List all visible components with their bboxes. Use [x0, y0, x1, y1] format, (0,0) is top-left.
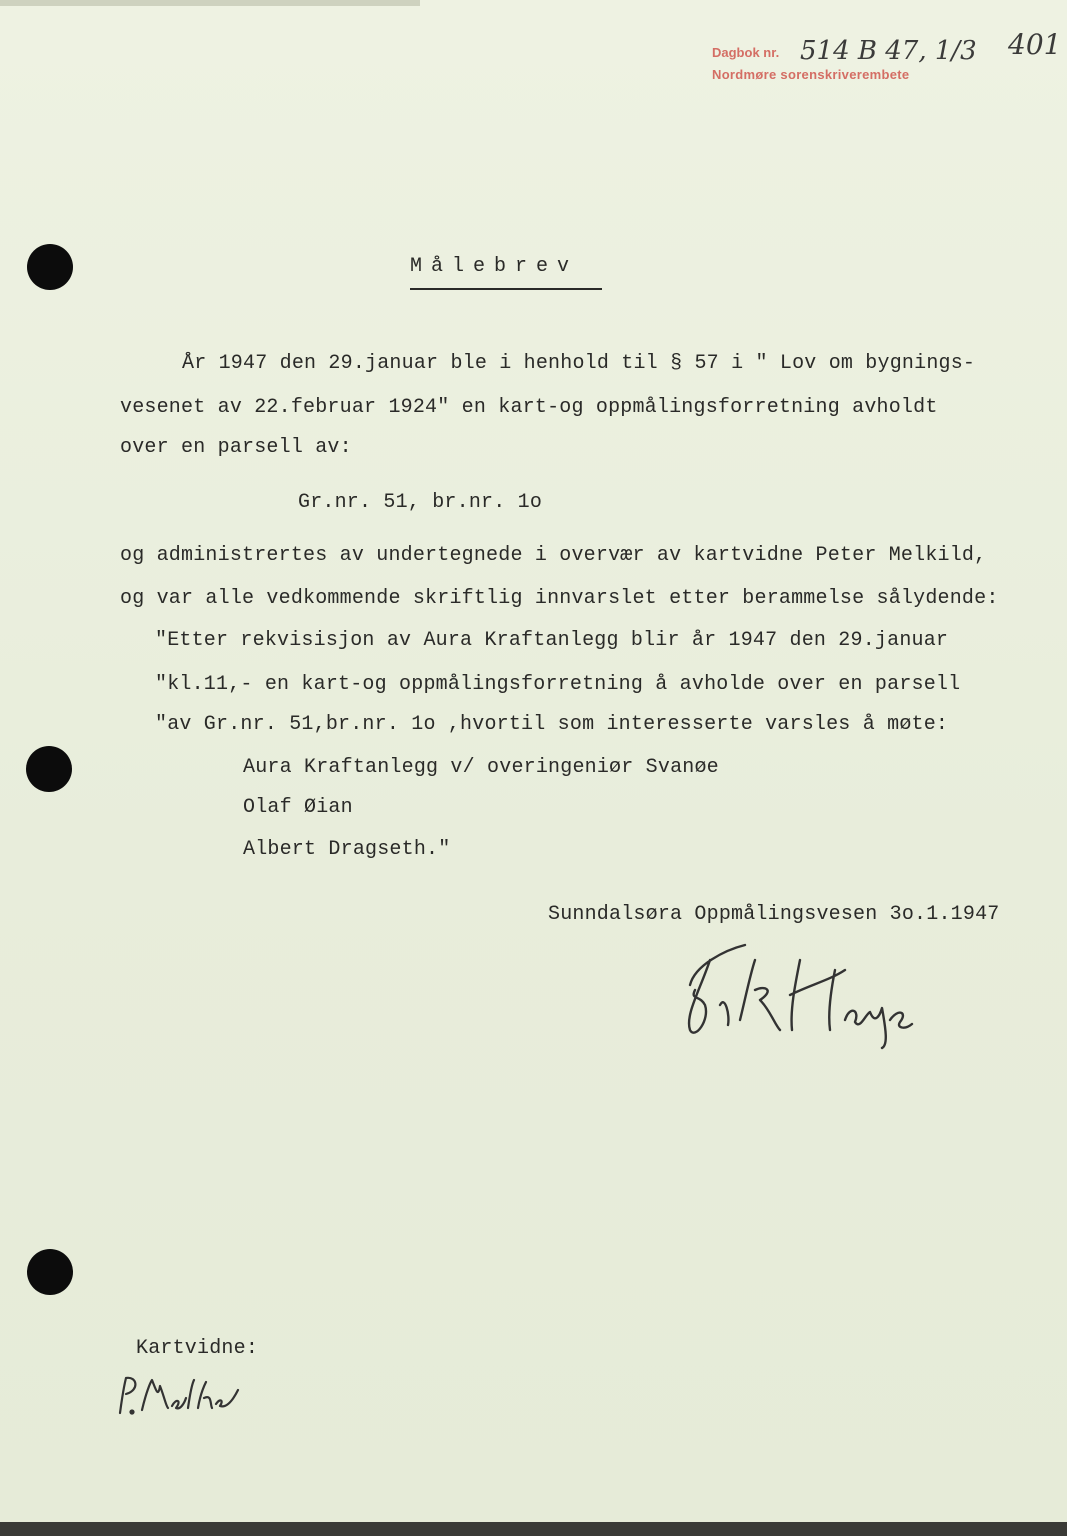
punch-hole-top — [27, 244, 73, 290]
punch-hole-bottom — [27, 1249, 73, 1295]
witness-label: Kartvidne: — [136, 1337, 259, 1360]
paragraph1-line-3: over en parsell av: — [120, 436, 352, 459]
attendee-2: Olaf Øian — [243, 796, 353, 819]
signature-witness — [112, 1368, 252, 1428]
bottom-edge-shadow — [0, 1522, 1067, 1536]
stamp-line-1: Dagbok nr. — [712, 45, 780, 60]
paragraph2-line-5: "av Gr.nr. 51,br.nr. 1o ,hvortil som interesserte varsles å møte: — [155, 713, 949, 736]
parcel-reference: Gr.nr. 51, br.nr. 1o — [298, 491, 543, 514]
handwritten-register-number: 514 B 47, 1/3 — [800, 36, 977, 66]
attendee-1: Aura Kraftanlegg v/ overingeniør Svanøe — [243, 756, 719, 779]
paragraph2-line-4: "kl.11,- en kart-og oppmålingsforretning å avholde over en parsell — [155, 673, 961, 696]
title-underline — [410, 288, 602, 290]
handwritten-folio: 401 — [1008, 28, 1062, 61]
place-and-date: Sunndalsøra Oppmålingsvesen 3o.1.1947 — [548, 903, 1000, 926]
paragraph2-line-1: og administrertes av undertegnede i overvær av kartvidne Peter Melkild, — [120, 544, 987, 567]
attendee-3: Albert Dragseth." — [243, 838, 451, 861]
punch-hole-middle — [26, 746, 72, 792]
paragraph2-line-2: og var alle vedkommende skriftlig innvarslet etter berammelse sålydende: — [120, 587, 999, 610]
signature-main — [650, 930, 920, 1050]
paragraph1-line-2: vesenet av 22.februar 1924" en kart-og oppmålingsforretning avholdt — [120, 396, 938, 419]
paragraph2-line-3: "Etter rekvisisjon av Aura Kraftanlegg blir år 1947 den 29.januar — [155, 629, 949, 652]
stamp-line-2: Nordmøre sorenskriverembete — [712, 67, 910, 82]
paragraph1-line-1: År 1947 den 29.januar ble i henhold til § 57 i " Lov om bygnings- — [182, 352, 976, 375]
document-title: Målebrev — [410, 255, 579, 278]
top-edge-shadow — [0, 0, 420, 6]
